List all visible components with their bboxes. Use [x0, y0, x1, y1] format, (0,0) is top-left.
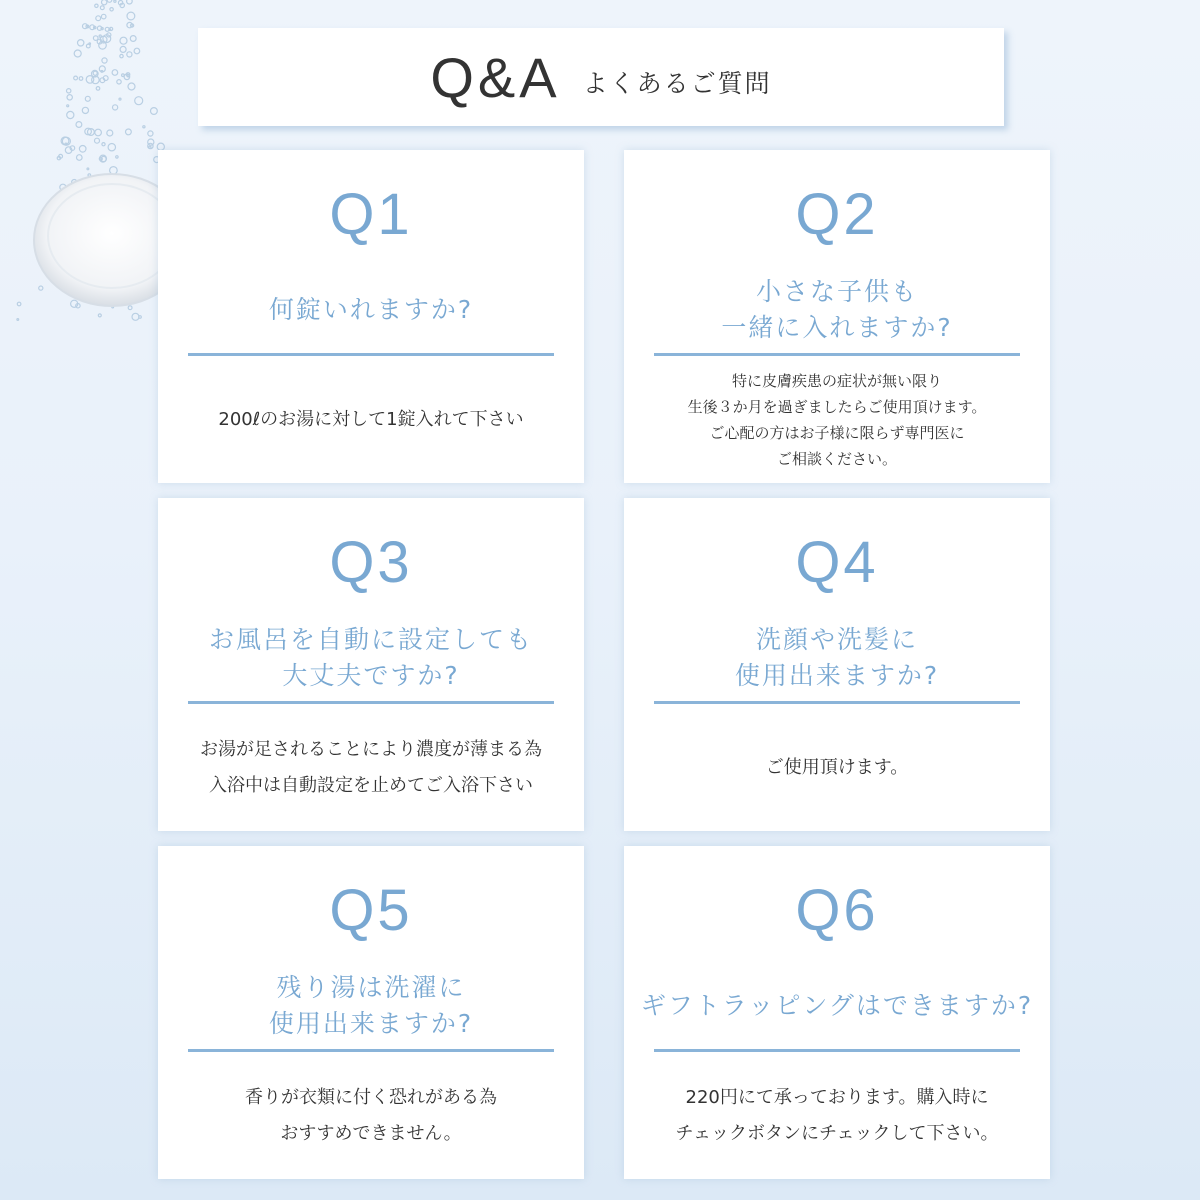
answer-text: お湯が足されることにより濃度が薄まる為 入浴中は自動設定を止めてご入浴下さい	[200, 738, 542, 796]
question-text: 残り湯は洗濯に 使用出来ますか?	[268, 973, 474, 1038]
bubble-icon	[128, 83, 135, 90]
question-number: Q4	[795, 530, 879, 595]
question-number: Q5	[329, 878, 413, 943]
bubble-icon	[148, 139, 154, 145]
bubble-icon	[86, 44, 90, 48]
bubble-icon	[139, 316, 142, 319]
question-number: Q6	[795, 878, 879, 943]
bubble-icon	[120, 46, 126, 52]
bubble-icon	[96, 87, 100, 91]
bubble-icon	[102, 143, 105, 146]
bubble-icon	[79, 146, 86, 153]
answer-text: ご使用頂けます。	[765, 756, 909, 778]
question-text: 何錠いれますか?	[268, 295, 474, 324]
bubble-icon	[127, 52, 132, 57]
bubble-icon	[78, 40, 84, 46]
bubble-icon	[85, 96, 90, 101]
bubble-icon	[143, 126, 145, 128]
bubble-icon	[149, 146, 151, 148]
bubble-icon	[119, 98, 121, 100]
bubble-icon	[101, 156, 106, 161]
bubble-icon	[98, 314, 101, 317]
page-title: Q&A	[430, 45, 561, 109]
answer-text: 特に皮膚疾患の症状が無い限り 生後３か月を過ぎましたらご使用頂けます。 ご心配の方はお子様に限らず専門医に ご相談ください。	[687, 371, 987, 468]
bubble-icon	[74, 76, 78, 80]
bubble-icon	[74, 50, 81, 57]
bubble-icon	[120, 54, 123, 57]
page-subtitle: よくあるご質問	[582, 69, 772, 98]
answer-text: 220円にて承っております。購入時に チェックボタンにチェックして下さい。	[675, 1086, 999, 1144]
question-number: Q3	[329, 530, 413, 595]
bubble-icon	[107, 130, 113, 136]
bubble-icon	[67, 111, 74, 118]
question-number: Q2	[795, 182, 879, 247]
answer-text: 香りが衣類に付く恐れがある為 おすすめできません。	[245, 1086, 497, 1144]
bubble-icon	[114, 0, 116, 2]
bubble-icon	[102, 58, 107, 63]
bubble-icon	[79, 77, 83, 81]
bubble-icon	[39, 286, 43, 290]
bubble-icon	[82, 107, 88, 113]
bubble-icon	[76, 122, 82, 128]
bubble-icon	[130, 36, 136, 42]
bubble-icon	[134, 48, 140, 54]
bubble-icon	[132, 313, 139, 320]
bubble-icon	[17, 302, 21, 306]
bubble-icon	[113, 105, 118, 110]
bubble-icon	[148, 131, 153, 136]
bubble-icon	[125, 129, 131, 135]
bubble-icon	[112, 70, 118, 76]
bubble-icon	[67, 89, 71, 93]
bubble-icon	[95, 138, 100, 143]
bubble-icon	[101, 14, 106, 19]
bubble-icon	[100, 6, 104, 10]
question-text: お風呂を自動に設定しても 大丈夫ですか?	[208, 625, 533, 690]
bubble-icon	[116, 156, 118, 158]
bubble-icon	[107, 0, 112, 2]
bubble-icon	[151, 108, 158, 115]
faq-card-q4	[624, 498, 1050, 831]
faq-card-q5	[158, 846, 584, 1179]
question-text: ギフトラッピングはできますか?	[640, 991, 1034, 1020]
faq-card-q3	[158, 498, 584, 831]
bubble-icon	[67, 95, 72, 100]
bubble-icon	[67, 105, 69, 107]
question-number: Q1	[329, 182, 413, 247]
bubble-icon	[135, 97, 143, 105]
bubble-icon	[127, 12, 135, 20]
bubble-icon	[99, 35, 101, 37]
faq-card-q2	[624, 150, 1050, 483]
bubble-icon	[77, 155, 83, 161]
faq-card-q1	[158, 150, 584, 483]
bubble-icon	[117, 80, 121, 84]
bubble-icon	[96, 16, 101, 21]
bubble-icon	[102, 0, 107, 5]
bubble-icon	[128, 306, 132, 310]
bubble-icon	[59, 154, 63, 158]
question-text: 洗顔や洗髪に 使用出来ますか?	[734, 625, 940, 690]
bubble-icon	[120, 37, 127, 44]
answer-text: 200ℓのお湯に対して1錠入れて下さい	[218, 408, 524, 430]
bubble-icon	[95, 4, 98, 7]
faq-card-q6	[624, 846, 1050, 1179]
bubble-icon	[17, 319, 19, 321]
bubble-icon	[95, 129, 102, 136]
bubble-icon	[108, 144, 115, 151]
question-text: 小さな子供も 一緒に入れますか?	[721, 277, 953, 342]
bubble-icon	[93, 71, 97, 75]
bubble-icon	[110, 8, 113, 11]
bubble-icon	[127, 0, 133, 4]
page-header	[198, 28, 1004, 126]
bubble-icon	[87, 168, 89, 170]
